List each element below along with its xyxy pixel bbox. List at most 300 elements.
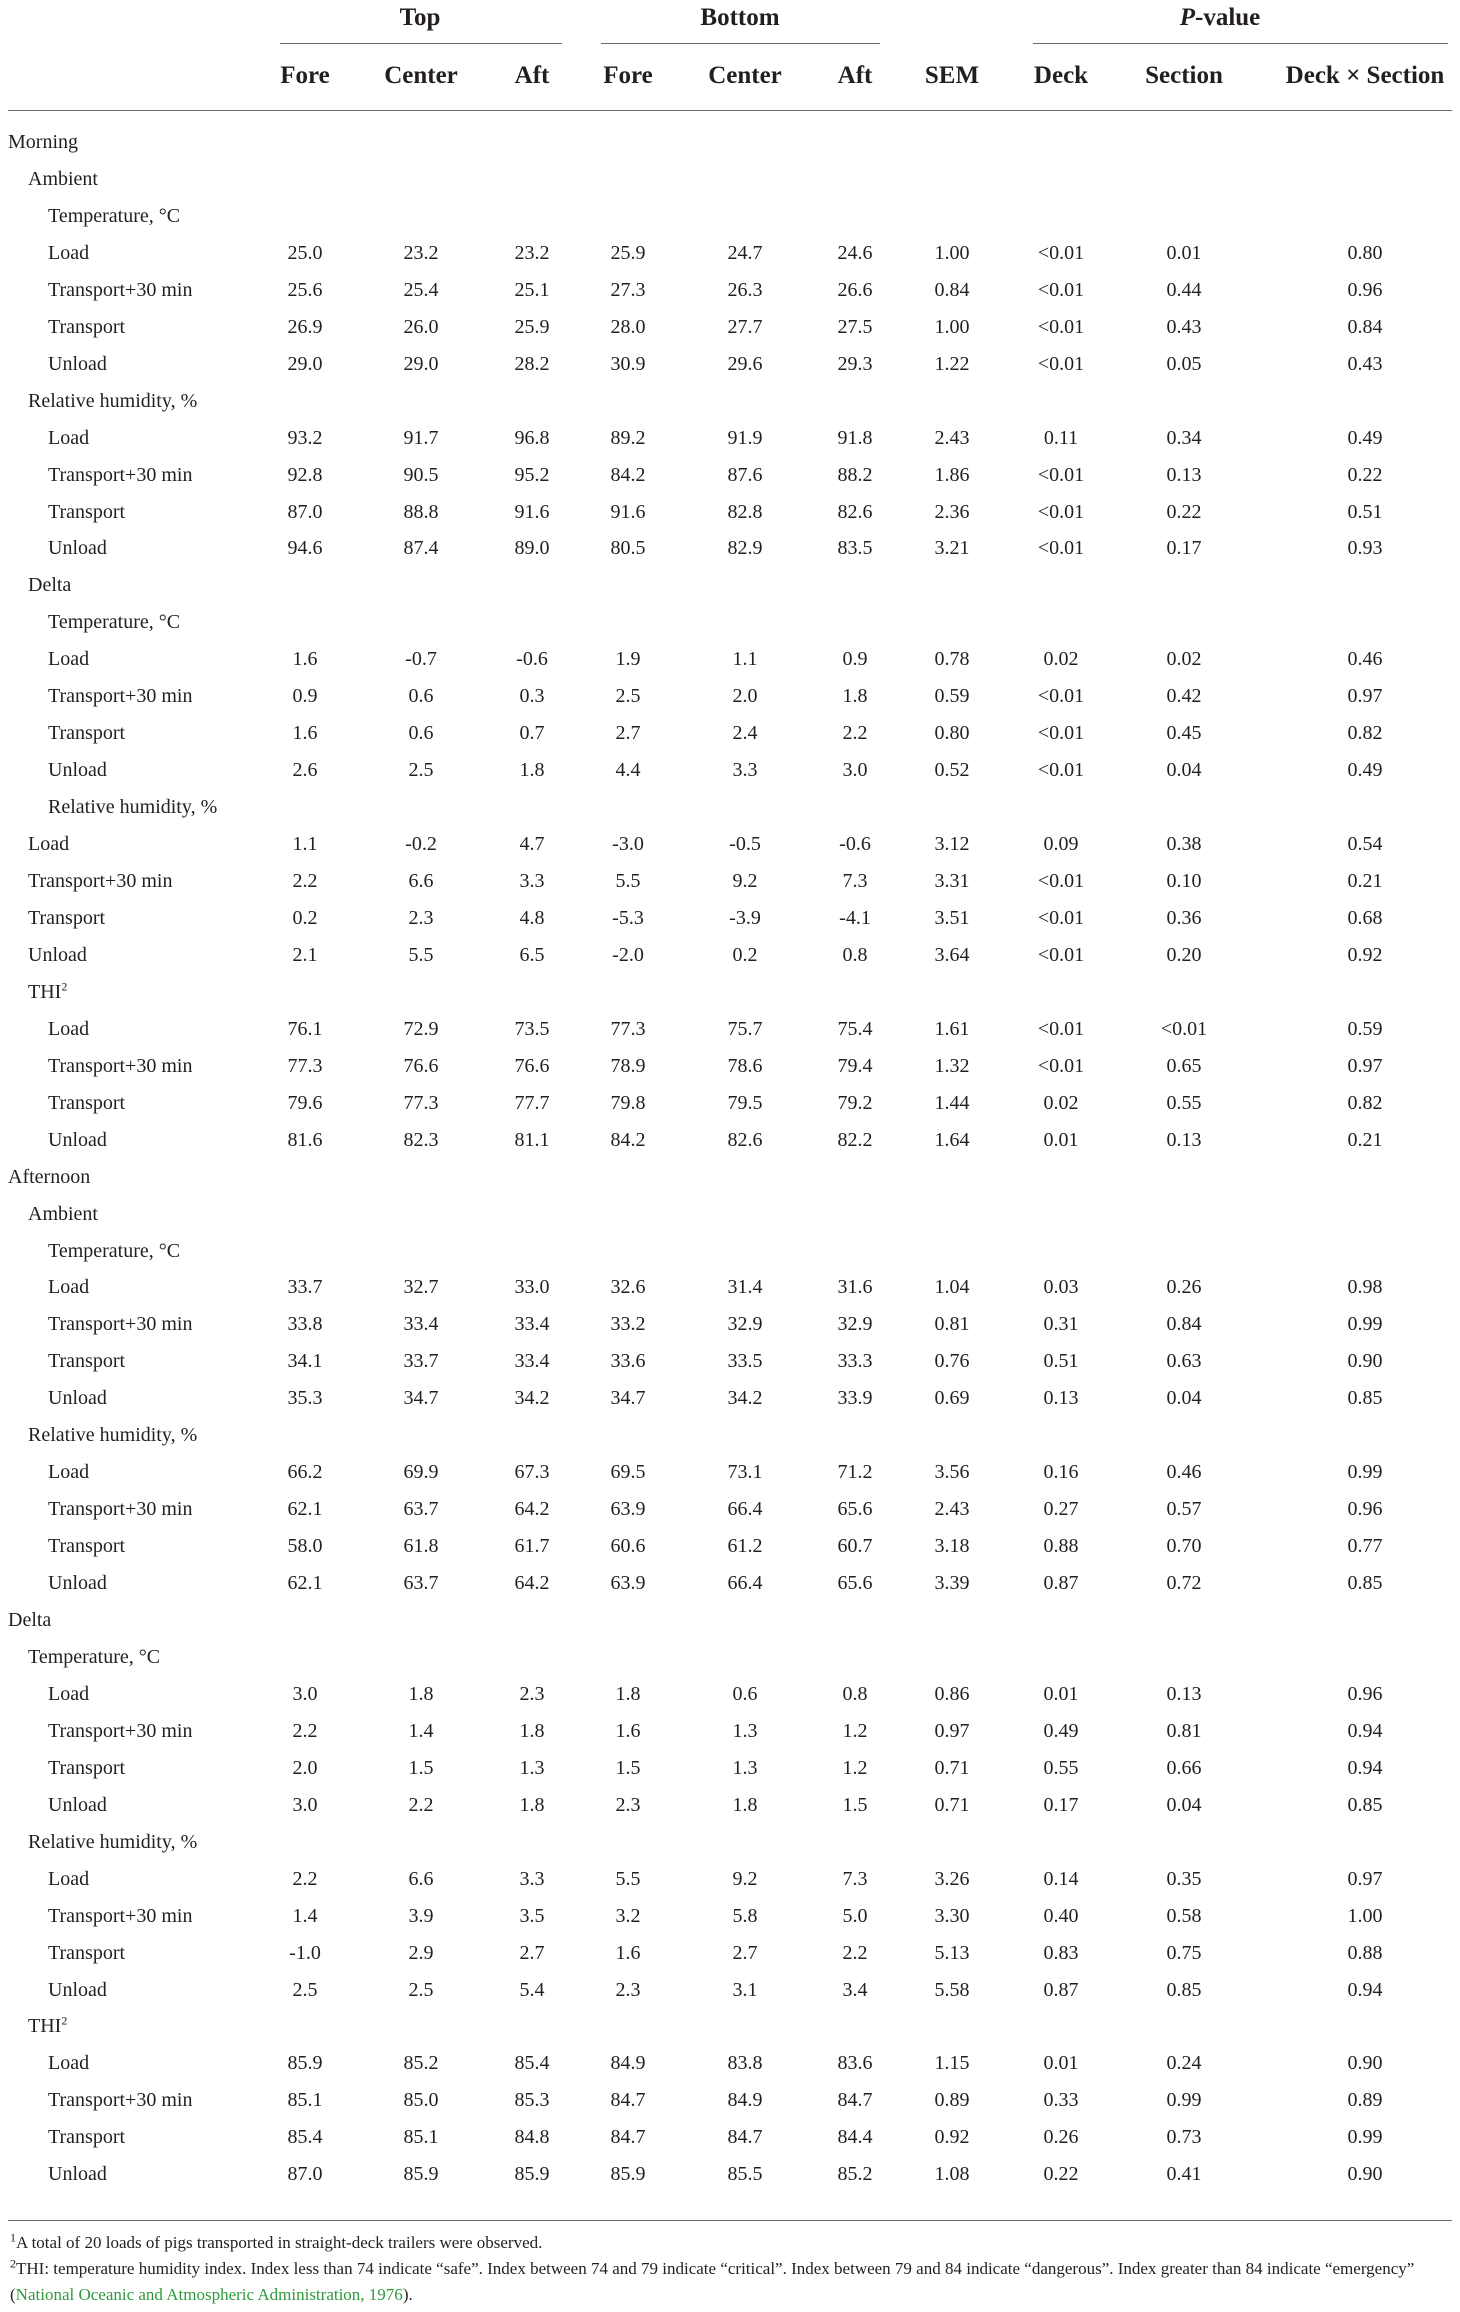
table-cell: 0.05 bbox=[1166, 352, 1202, 375]
table-row bbox=[0, 1051, 1460, 1081]
table-cell: 33.5 bbox=[727, 1350, 763, 1373]
table-cell: 2.7 bbox=[519, 1941, 545, 1964]
footnote-mark: 2 bbox=[61, 2013, 68, 2028]
table-cell: 0.81 bbox=[934, 1313, 970, 1336]
table-cell: 0.46 bbox=[1347, 648, 1383, 671]
col-header: Aft bbox=[837, 62, 873, 89]
table-cell: 87.0 bbox=[287, 500, 323, 523]
table-cell: 66.4 bbox=[727, 1498, 763, 1521]
col-header: Section bbox=[1145, 62, 1223, 89]
table-cell: 0.80 bbox=[1347, 241, 1383, 264]
table-cell: 2.2 bbox=[292, 1719, 318, 1742]
table-cell: 85.5 bbox=[727, 2163, 763, 2186]
row-label: Load bbox=[48, 1017, 90, 1040]
table-cell: 0.14 bbox=[1043, 1867, 1079, 1890]
table-cell: 58.0 bbox=[287, 1535, 323, 1558]
table-cell: 1.8 bbox=[842, 685, 868, 708]
table-cell: 31.6 bbox=[837, 1276, 873, 1299]
table-cell: 2.5 bbox=[408, 759, 434, 782]
table-cell: -2.0 bbox=[612, 943, 644, 966]
table-row bbox=[0, 755, 1460, 785]
table-cell: 34.7 bbox=[403, 1387, 439, 1410]
row-label: Unload bbox=[48, 1128, 107, 1151]
table-cell: <0.01 bbox=[1037, 906, 1085, 929]
table-cell: 79.5 bbox=[727, 1091, 763, 1114]
row-label: Temperature, °C bbox=[48, 1239, 181, 1262]
table-cell: 0.02 bbox=[1043, 1091, 1079, 1114]
col-header: Fore bbox=[603, 62, 653, 89]
table-cell: 83.8 bbox=[727, 2052, 763, 2075]
table-cell: 34.1 bbox=[287, 1350, 323, 1373]
table-cell: 87.0 bbox=[287, 2163, 323, 2186]
table-cell: <0.01 bbox=[1037, 500, 1085, 523]
table-cell: 2.7 bbox=[732, 1941, 758, 1964]
table-cell: 0.94 bbox=[1347, 1756, 1383, 1779]
table-cell: 6.6 bbox=[408, 870, 434, 892]
table-cell: 0.99 bbox=[1166, 2089, 1202, 2112]
table-cell: 0.9 bbox=[292, 685, 318, 708]
table-cell: 0.38 bbox=[1166, 833, 1202, 856]
table-cell: -3.0 bbox=[612, 833, 644, 856]
table-cell: 96.8 bbox=[514, 426, 550, 449]
table-cell: 0.43 bbox=[1347, 352, 1383, 375]
section-label-row bbox=[0, 2011, 1460, 2041]
table-cell: 3.39 bbox=[934, 1572, 970, 1595]
table-cell: 0.99 bbox=[1347, 1313, 1383, 1336]
table-cell: 0.80 bbox=[934, 722, 970, 745]
table-cell: 0.42 bbox=[1166, 685, 1202, 708]
table-cell: 1.00 bbox=[934, 315, 970, 338]
table-cell: 29.6 bbox=[727, 352, 763, 375]
table-cell: 0.9 bbox=[842, 648, 868, 671]
table-cell: 1.5 bbox=[408, 1756, 434, 1779]
row-label: Morning bbox=[8, 131, 78, 153]
table-cell: 0.13 bbox=[1166, 463, 1202, 486]
table-row bbox=[0, 644, 1460, 674]
table-row bbox=[0, 1790, 1460, 1820]
row-label: Transport+30 min bbox=[48, 463, 193, 486]
table-cell: 0.85 bbox=[1347, 1387, 1383, 1410]
table-cell: 81.6 bbox=[287, 1128, 323, 1151]
table-cell: 0.04 bbox=[1166, 1387, 1202, 1410]
table-cell: 88.8 bbox=[403, 500, 439, 523]
table-cell: 0.01 bbox=[1043, 1128, 1079, 1151]
table-cell: 0.52 bbox=[934, 759, 970, 782]
row-label: Transport bbox=[48, 722, 126, 745]
row-label: Unload bbox=[48, 352, 107, 375]
table-row bbox=[0, 718, 1460, 748]
table-cell: 33.7 bbox=[403, 1350, 439, 1373]
table-cell: 78.6 bbox=[727, 1054, 763, 1077]
table-cell: 0.6 bbox=[408, 722, 434, 745]
table-cell: 83.6 bbox=[837, 2052, 873, 2075]
table-cell: 0.01 bbox=[1043, 2052, 1079, 2075]
row-label: Unload bbox=[48, 537, 107, 560]
row-label: THI$^2$ bbox=[28, 979, 68, 1003]
table-cell: -0.6 bbox=[516, 648, 548, 671]
table-cell: 91.9 bbox=[727, 426, 763, 449]
table-cell: 0.78 bbox=[934, 648, 970, 671]
table-cell: 85.9 bbox=[403, 2163, 439, 2186]
table-cell: 0.43 bbox=[1166, 315, 1202, 338]
table-cell: 5.4 bbox=[519, 1978, 545, 2001]
table-cell: 82.2 bbox=[837, 1128, 873, 1151]
table-cell: 91.8 bbox=[837, 426, 873, 449]
row-label: Temperature, °C bbox=[28, 1645, 161, 1668]
table-cell: 89.0 bbox=[514, 537, 550, 560]
table-cell: 0.92 bbox=[934, 2126, 970, 2149]
table-cell: 0.21 bbox=[1347, 1128, 1383, 1151]
table-cell: 0.89 bbox=[934, 2089, 970, 2112]
table-cell: 0.22 bbox=[1043, 2163, 1079, 2186]
table-cell: 79.6 bbox=[287, 1091, 323, 1114]
table-cell: 1.8 bbox=[519, 759, 545, 782]
table-cell: 0.22 bbox=[1166, 500, 1202, 523]
table-cell: 0.40 bbox=[1043, 1904, 1079, 1927]
table-cell: 62.1 bbox=[287, 1498, 323, 1521]
table-row bbox=[0, 1125, 1460, 1155]
table-cell: 0.92 bbox=[1347, 943, 1383, 966]
table-cell: 1.5 bbox=[842, 1793, 868, 1816]
table-row bbox=[0, 1494, 1460, 1524]
table-cell: 1.8 bbox=[615, 1682, 641, 1705]
table-cell: 77.3 bbox=[287, 1054, 323, 1077]
row-label: Unload bbox=[48, 759, 107, 782]
table-cell: 73.1 bbox=[727, 1461, 763, 1484]
section-label-row bbox=[0, 1199, 1460, 1229]
row-label: Delta bbox=[8, 1609, 52, 1631]
table-cell: 76.6 bbox=[514, 1054, 550, 1077]
table-cell: 0.85 bbox=[1166, 1978, 1202, 2001]
row-label: Relative humidity, % bbox=[28, 1830, 198, 1853]
row-label: Transport+30 min bbox=[48, 685, 193, 708]
table-cell: 33.4 bbox=[403, 1313, 439, 1336]
table-cell: 35.3 bbox=[287, 1387, 323, 1410]
section-label-row bbox=[0, 977, 1460, 1007]
row-label: Load bbox=[48, 1276, 90, 1299]
table-cell: 1.5 bbox=[615, 1756, 641, 1779]
row-label: Load bbox=[48, 426, 90, 449]
table-cell: 0.11 bbox=[1043, 426, 1079, 449]
table-cell: 2.1 bbox=[292, 943, 318, 966]
table-row bbox=[0, 1014, 1460, 1044]
table-cell: 69.9 bbox=[403, 1461, 439, 1484]
table-cell: 0.82 bbox=[1347, 722, 1383, 745]
row-label: Load bbox=[48, 1682, 90, 1705]
table-cell: 78.9 bbox=[610, 1054, 646, 1077]
table-cell: 91.6 bbox=[610, 500, 646, 523]
table-cell: 0.94 bbox=[1347, 1719, 1383, 1742]
table-cell: 89.2 bbox=[610, 426, 646, 449]
section-label-row bbox=[0, 1162, 1460, 1192]
col-header: Center bbox=[384, 62, 458, 89]
table-cell: 1.32 bbox=[934, 1054, 970, 1077]
row-label: Load bbox=[48, 1867, 90, 1890]
table-cell: 0.45 bbox=[1166, 722, 1202, 745]
row-label: Relative humidity, % bbox=[48, 796, 218, 819]
row-label: Transport bbox=[48, 315, 126, 338]
table-cell: 3.3 bbox=[519, 1867, 545, 1890]
table-cell: 0.59 bbox=[934, 685, 970, 708]
table-cell: 87.4 bbox=[403, 537, 439, 560]
table-cell: 84.7 bbox=[727, 2126, 763, 2149]
table-cell: 84.7 bbox=[837, 2089, 873, 2112]
table-cell: 2.5 bbox=[292, 1978, 318, 2001]
table-cell: 0.69 bbox=[934, 1387, 970, 1410]
table-cell: 2.5 bbox=[408, 1978, 434, 2001]
table-cell: 2.6 bbox=[292, 759, 318, 782]
table-cell: 85.3 bbox=[514, 2089, 550, 2112]
row-label: Transport+30 min bbox=[48, 1054, 193, 1077]
table-cell: 0.97 bbox=[1347, 1867, 1383, 1890]
table-row bbox=[0, 940, 1460, 970]
table-row bbox=[0, 1346, 1460, 1376]
table-cell: 76.6 bbox=[403, 1054, 439, 1077]
table-cell: 0.58 bbox=[1166, 1904, 1202, 1927]
table-cell: 0.2 bbox=[292, 906, 318, 929]
table-row bbox=[0, 460, 1460, 490]
table-cell: 6.6 bbox=[408, 1867, 434, 1890]
table-cell: 71.2 bbox=[837, 1461, 873, 1484]
table-cell: 83.5 bbox=[837, 537, 873, 560]
table-cell: 2.43 bbox=[934, 426, 970, 449]
table-cell: 26.9 bbox=[287, 315, 323, 338]
table-cell: 5.0 bbox=[842, 1904, 868, 1927]
table-cell: 0.31 bbox=[1043, 1313, 1079, 1336]
table-cell: 3.21 bbox=[934, 537, 970, 560]
table-cell: 92.8 bbox=[287, 463, 323, 486]
table-cell: 0.93 bbox=[1347, 537, 1383, 560]
table-cell: 0.65 bbox=[1166, 1054, 1202, 1077]
table-cell: 0.96 bbox=[1347, 278, 1383, 301]
table-cell: 1.15 bbox=[934, 2052, 970, 2075]
table-cell: 1.2 bbox=[842, 1756, 868, 1779]
table-cell: 3.12 bbox=[934, 833, 970, 856]
table-cell: 1.00 bbox=[1347, 1904, 1383, 1927]
table-cell: 2.2 bbox=[842, 722, 868, 745]
table-cell: 0.84 bbox=[1166, 1313, 1202, 1336]
table-cell: 25.6 bbox=[287, 278, 323, 301]
table-cell: 0.2 bbox=[732, 943, 758, 966]
row-label: Load bbox=[48, 241, 90, 264]
table-cell: 1.04 bbox=[934, 1276, 970, 1299]
table-cell: 77.7 bbox=[514, 1091, 550, 1114]
table-cell: 84.2 bbox=[610, 463, 646, 486]
table-cell: 75.4 bbox=[837, 1017, 873, 1040]
table-cell: 5.5 bbox=[615, 870, 641, 892]
row-label: Unload bbox=[28, 943, 87, 966]
table-cell: 93.2 bbox=[287, 426, 323, 449]
section-label-row bbox=[0, 164, 1460, 194]
table-cell: 3.5 bbox=[519, 1904, 545, 1927]
table-cell: 63.9 bbox=[610, 1498, 646, 1521]
table-cell: 60.7 bbox=[837, 1535, 873, 1558]
table-row bbox=[0, 423, 1460, 453]
table-cell: 2.43 bbox=[934, 1498, 970, 1521]
table-cell: <0.01 bbox=[1037, 1054, 1085, 1077]
table-cell: 0.10 bbox=[1166, 870, 1202, 892]
table-cell: 1.44 bbox=[934, 1091, 970, 1114]
table-cell: 1.6 bbox=[292, 648, 318, 671]
table-cell: 2.3 bbox=[615, 1793, 641, 1816]
table-cell: 26.3 bbox=[727, 278, 763, 301]
table-cell: 24.6 bbox=[837, 241, 873, 264]
row-label: Temperature, °C bbox=[48, 204, 181, 227]
table-cell: 33.2 bbox=[610, 1313, 646, 1336]
table-cell: 34.2 bbox=[727, 1387, 763, 1410]
table-cell: 1.3 bbox=[732, 1719, 758, 1742]
table-cell: 79.2 bbox=[837, 1091, 873, 1114]
table-cell: 69.5 bbox=[610, 1461, 646, 1484]
row-label: Load bbox=[48, 2052, 90, 2075]
table-cell: 0.21 bbox=[1347, 870, 1383, 892]
table-cell: 85.9 bbox=[287, 2052, 323, 2075]
table-row bbox=[0, 866, 1460, 896]
table-cell: 3.1 bbox=[732, 1978, 758, 2001]
table-cell: 0.51 bbox=[1347, 500, 1383, 523]
table-cell: 33.4 bbox=[514, 1350, 550, 1373]
row-label: Load bbox=[48, 648, 90, 671]
table-cell: 0.96 bbox=[1347, 1682, 1383, 1705]
table-bottom-rule bbox=[8, 2220, 1452, 2221]
table-cell: 0.89 bbox=[1347, 2089, 1383, 2112]
table-cell: 27.3 bbox=[610, 278, 646, 301]
col-header: Aft bbox=[514, 62, 550, 89]
table-row bbox=[0, 1864, 1460, 1894]
table-cell: 0.49 bbox=[1043, 1719, 1079, 1742]
table-cell: 0.8 bbox=[842, 1682, 868, 1705]
table-cell: -0.6 bbox=[839, 833, 871, 856]
table-cell: 61.7 bbox=[514, 1535, 550, 1558]
table-cell: 84.7 bbox=[610, 2126, 646, 2149]
table-cell: 0.26 bbox=[1043, 2126, 1079, 2149]
table-cell: 0.96 bbox=[1347, 1498, 1383, 1521]
footnote-mark: 2 bbox=[61, 979, 68, 994]
table-cell: 1.86 bbox=[934, 463, 970, 486]
table-row bbox=[0, 1716, 1460, 1746]
table-cell: 0.6 bbox=[732, 1682, 758, 1705]
table-cell: 0.66 bbox=[1166, 1756, 1202, 1779]
row-label: Transport bbox=[48, 2126, 126, 2149]
table-cell: 0.7 bbox=[519, 722, 545, 745]
table-cell: 0.77 bbox=[1347, 1535, 1383, 1558]
row-label: Load bbox=[28, 833, 70, 856]
table-row bbox=[0, 312, 1460, 342]
table-cell: 0.6 bbox=[408, 685, 434, 708]
table-cell: 1.6 bbox=[615, 1941, 641, 1964]
table-cell: 0.90 bbox=[1347, 2163, 1383, 2186]
table-cell: 0.16 bbox=[1043, 1461, 1079, 1484]
table-row bbox=[0, 1272, 1460, 1302]
table-cell: 62.1 bbox=[287, 1572, 323, 1595]
table-cell: 94.6 bbox=[287, 537, 323, 560]
row-label: Transport+30 min bbox=[48, 1498, 193, 1521]
table-cell: 0.86 bbox=[934, 1682, 970, 1705]
table-cell: 25.9 bbox=[514, 315, 550, 338]
table-cell: 73.5 bbox=[514, 1017, 550, 1040]
table-cell: 0.02 bbox=[1166, 648, 1202, 671]
table-cell: 64.2 bbox=[514, 1498, 550, 1521]
table-cell: 25.1 bbox=[514, 278, 550, 301]
table-cell: 0.8 bbox=[842, 943, 868, 966]
citation-link[interactable]: National Oceanic and Atmospheric Administration, 1976 bbox=[15, 2285, 403, 2304]
table-cell: 85.0 bbox=[403, 2089, 439, 2112]
table-cell: 76.1 bbox=[287, 1017, 323, 1040]
section-label-row bbox=[0, 1605, 1460, 1635]
table-cell: 33.0 bbox=[514, 1276, 550, 1299]
table-cell: 2.2 bbox=[292, 870, 318, 892]
table-cell: 0.49 bbox=[1347, 426, 1383, 449]
table-cell: <0.01 bbox=[1037, 722, 1085, 745]
table-cell: <0.01 bbox=[1037, 537, 1085, 560]
section-label-row bbox=[0, 1420, 1460, 1450]
table-cell: 3.51 bbox=[934, 906, 970, 929]
table-cell: 28.0 bbox=[610, 315, 646, 338]
table-row bbox=[0, 2122, 1460, 2152]
table-row bbox=[0, 1568, 1460, 1598]
group-header-pvalue: P-value bbox=[1179, 4, 1261, 31]
table-cell: 0.13 bbox=[1166, 1682, 1202, 1705]
table-cell: 0.59 bbox=[1347, 1017, 1383, 1040]
table-cell: 0.51 bbox=[1043, 1350, 1079, 1373]
table-cell: 0.75 bbox=[1166, 1941, 1202, 1964]
table-cell: 84.2 bbox=[610, 1128, 646, 1151]
table-cell: 0.26 bbox=[1166, 1276, 1202, 1299]
table-row bbox=[0, 533, 1460, 563]
table-cell: 0.24 bbox=[1166, 2052, 1202, 2075]
section-label-row bbox=[0, 1236, 1460, 1266]
table-cell: 2.2 bbox=[408, 1793, 434, 1816]
table-cell: 0.04 bbox=[1166, 759, 1202, 782]
table-cell: <0.01 bbox=[1037, 870, 1085, 892]
row-label: Temperature, °C bbox=[48, 611, 181, 634]
table-cell: 0.35 bbox=[1166, 1867, 1202, 1890]
table-cell: <0.01 bbox=[1160, 1017, 1208, 1040]
table-cell: 0.73 bbox=[1166, 2126, 1202, 2149]
table-cell: 84.7 bbox=[610, 2089, 646, 2112]
row-label: Unload bbox=[48, 2163, 107, 2186]
table-cell: 30.9 bbox=[610, 352, 646, 375]
section-label-row bbox=[0, 570, 1460, 600]
table-cell: 0.01 bbox=[1043, 1682, 1079, 1705]
table-cell: 2.3 bbox=[519, 1682, 545, 1705]
col-header: Deck bbox=[1033, 62, 1089, 89]
table-cell: -5.3 bbox=[612, 906, 644, 929]
table-cell: 1.4 bbox=[292, 1904, 318, 1927]
group-rule-bottom bbox=[601, 43, 880, 44]
table-cell: 2.5 bbox=[615, 685, 641, 708]
table-cell: 1.8 bbox=[408, 1682, 434, 1705]
table-cell: 34.7 bbox=[610, 1387, 646, 1410]
table-cell: 0.33 bbox=[1043, 2089, 1079, 2112]
table-cell: 0.97 bbox=[934, 1719, 970, 1742]
table-cell: 82.3 bbox=[403, 1128, 439, 1151]
table-row bbox=[0, 2085, 1460, 2115]
table-cell: 61.2 bbox=[727, 1535, 763, 1558]
table-cell: 65.6 bbox=[837, 1498, 873, 1521]
table-cell: 90.5 bbox=[403, 463, 439, 486]
table-cell: 85.1 bbox=[287, 2089, 323, 2112]
table-cell: 0.85 bbox=[1347, 1572, 1383, 1595]
table-cell: 5.8 bbox=[732, 1904, 758, 1927]
table-cell: 28.2 bbox=[514, 352, 550, 375]
table-row bbox=[0, 1938, 1460, 1968]
table-cell: 1.9 bbox=[615, 648, 641, 671]
table-cell: <0.01 bbox=[1037, 1017, 1085, 1040]
table-cell: 29.0 bbox=[403, 352, 439, 375]
table-cell: 9.2 bbox=[732, 1867, 758, 1890]
table-cell: 0.22 bbox=[1347, 463, 1383, 486]
